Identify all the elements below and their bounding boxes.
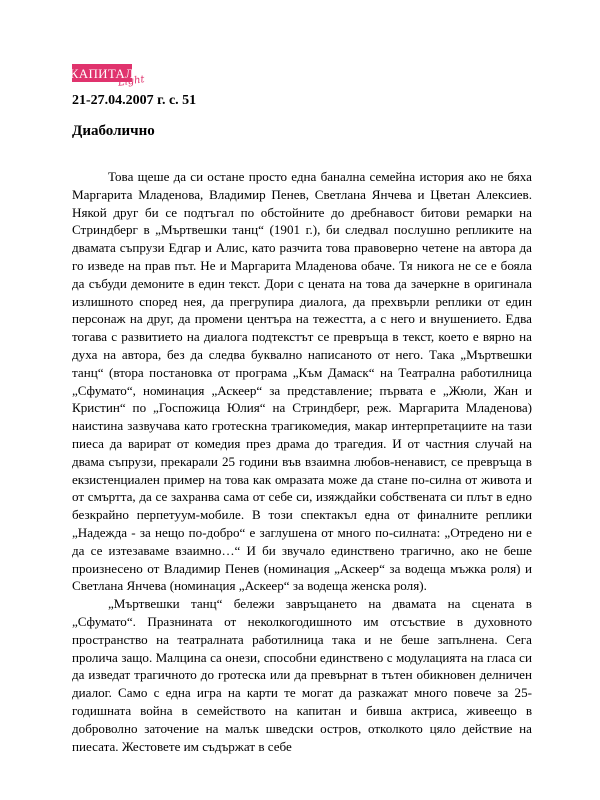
article-body <box>72 168 532 755</box>
logo-subtitle: Light <box>117 74 146 89</box>
source-line: 21-27.04.2007 г. с. 51 <box>72 93 197 108</box>
kapital-light-logo <box>69 64 146 92</box>
logo-word: КАПИТАЛ <box>69 65 135 81</box>
article-paragraph: „Мъртвешки танц“ бележи завръщането на двамата на сцената в „Сфумато“. Празнината от неколкогодишното им отсъствие в духовното пространство на театралната работилница така и не беше запълнена. Сега пролича защо. Малцина са онези, способни единствено с модулацията на гласа си да изведат трагичното до гротеска или да превърнат в тътен обикновен делничен диалог. Само с една игра на карти те могат да разкажат много повече за 25-годишната война в семейството на капитан и бивша актриса, живеещо в доброволно заточение на малък шведски остров, отколкото цяло действие на пиесата. Жестовете им съдържат в себе <box>72 596 532 754</box>
article-paragraph: Това щеше да си остане просто една банална семейна история ако не бяха Маргарита Младенова, Владимир Пенев, Светлана Янчева и Цветан Алексиев. Някой друг би се подтъгал по обстойните до дребнавост битови ремарки на Стриндберг в „Мъртвешки танц“ (1901 г.), би следвал послушно репликите на двамата съпрузи Едгар и Алис, като разчита това правоверно четене на автора да го изведе на прав път. Не и Маргарита Младенова обаче. Тя никога не се е бояла да събуди демоните в един текст. Дори с цената на това да зачеркне в оригинала излишното според нея, да прегрупира диалога, да прехвърли реплики от един персонаж на друг, да промени центъра на тежестта, а с него и внушението. Едва тогава с развитието на диалога подтекстът се превръща в текст, което е вярно на духа на автора, без да следва буквално написаното от него. Така „Мъртвешки танц“ (втора постановка от програма „Към Дамаск“ на Театрална работилница „Сфумато“, номинация „Аскеер“ за представление; първата е „Жюли, Жан и Кристин“ по „Госпожица Юлия“ на Стриндберг, реж. Маргарита Младенова) наистина зазвучава като гротескна трагикомедия, макар интерпретациите на тази пиеса да варират от комедия през драма до трагедия. И от частния случай на двама съпрузи, прекарали 25 години във взаимна любов-ненавист, се превръща в екзистенциален пример на това как омразата може да стане по-силна от живота и от смъртта, да се захранва сама от себе си, изяждайки собствената си плът в едно безкрайно перпетуум-мобиле. В този спектакъл една от финалните реплики „Надежда - за нещо по-добро“ е заглушена от много по-силната: „Отредено ни е да се изтезаваме взаимно…“ И би звучало единствено трагично, ако не беше произнесено от Владимир Пенев (номинация „Аскеер“ за водеща мъжка роля) и Светлана Янчева (номинация „Аскеер“ за водеща женска роля). <box>72 169 532 594</box>
article-headline: Диаболично <box>72 123 155 139</box>
